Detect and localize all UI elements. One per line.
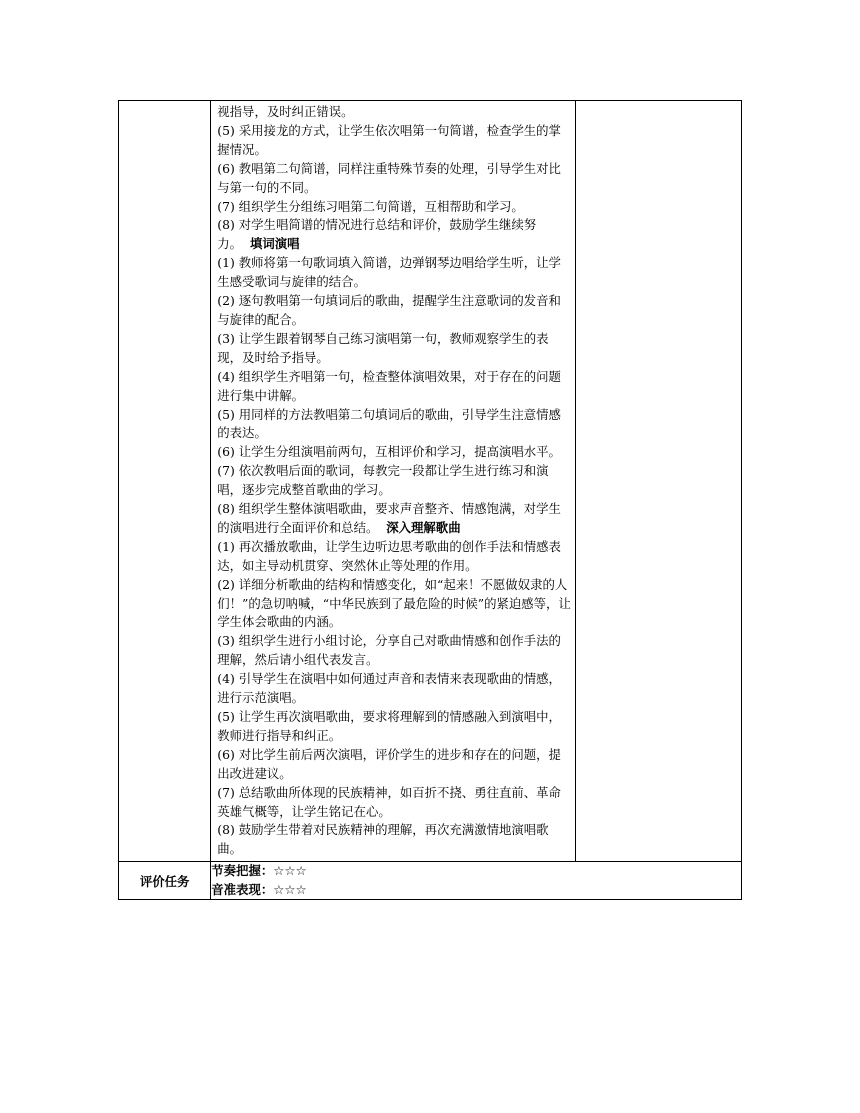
rating-stars: ☆☆☆ bbox=[273, 881, 307, 897]
paragraph: (6) 对比学生前后两次演唱，评价学生的进步和存在的问题，提出改进建议。 bbox=[217, 746, 561, 781]
rating-stars: ☆☆☆ bbox=[273, 863, 307, 879]
process-row bbox=[119, 101, 742, 862]
paragraph: (4) 组织学生齐唱第一句，检查整体演唱效果，对于存在的问题进行集中讲解。 bbox=[217, 368, 561, 403]
paragraph bbox=[217, 216, 571, 254]
paragraph: (7) 组织学生分组练习唱第二句简谱，互相帮助和学习。 bbox=[217, 198, 524, 214]
paragraph-text: (8) 组织学生整体演唱歌曲，要求声音整齐、情感饱满，对学生的演唱进行全面评价和总结。 bbox=[217, 501, 561, 535]
paragraph: (5) 采用接龙的方式，让学生依次唱第一句简谱，检查学生的掌握情况。 bbox=[217, 122, 561, 157]
evaluation-item bbox=[211, 862, 741, 881]
paragraph: 视指导，及时纠正错误。 bbox=[217, 104, 354, 119]
paragraph: (5) 用同样的方法教唱第二句填词后的歌曲，引导学生注意情感的表达。 bbox=[217, 406, 561, 441]
process-label-cell bbox=[119, 101, 211, 862]
paragraph bbox=[217, 500, 571, 538]
paragraph-text: (8) 对学生唱简谱的情况进行总结和评价，鼓励学生继续努力。 bbox=[217, 217, 537, 252]
paragraph: (1) 教师将第一句歌词填入简谱，边弹钢琴边唱给学生听，让学生感受歌词与旋律的结合。 bbox=[217, 255, 561, 290]
evaluation-row bbox=[119, 862, 742, 900]
paragraph: (6) 让学生分组演唱前两句，互相评价和学习，提高演唱水平。 bbox=[217, 444, 561, 460]
paragraph: (5) 让学生再次演唱歌曲，要求将理解到的情感融入到演唱中，教师进行指导和纠正。 bbox=[217, 709, 561, 743]
evaluation-item-label: 节奏把握： bbox=[211, 863, 274, 879]
paragraph: (7) 总结歌曲所体现的民族精神，如百折不挠、勇往直前、革命英雄气概等，让学生铭记在心。 bbox=[217, 784, 561, 819]
evaluation-content bbox=[211, 862, 742, 900]
lesson-plan-table bbox=[118, 100, 742, 900]
evaluation-item-label: 音准表现： bbox=[211, 881, 274, 897]
paragraph: (3) 组织学生进行小组讨论，分享自己对歌曲情感和创作手法的理解，然后请小组代表发言。 bbox=[217, 633, 561, 668]
paragraph: (2) 详细分析歌曲的结构和情感变化，如“起来！不愿做奴隶的人们！”的急切呐喊，“中华民族到了最危险的时候”的紧迫感等，让学生体会歌曲的内涵。 bbox=[217, 576, 571, 630]
paragraph: (6) 教唱第二句简谱，同样注重特殊节奏的处理，引导学生对比与第一句的不同。 bbox=[217, 160, 561, 195]
section-heading: 深入理解歌曲 bbox=[386, 519, 461, 535]
notes-cell bbox=[576, 101, 742, 862]
paragraph: (4) 引导学生在演唱中如何通过声音和表情来表现歌曲的情感，进行示范演唱。 bbox=[217, 671, 561, 706]
paragraph: (8) 鼓励学生带着对民族精神的理解，再次充满激情地演唱歌曲。 bbox=[217, 822, 549, 857]
process-content bbox=[211, 101, 575, 861]
evaluation-label: 评价任务 bbox=[119, 862, 211, 900]
section-heading: 填词演唱 bbox=[249, 236, 300, 252]
paragraph: (3) 让学生跟着钢琴自己练习演唱第一句，教师观察学生的表现，及时给予指导。 bbox=[217, 330, 549, 365]
evaluation-item bbox=[211, 881, 741, 900]
paragraph: (1) 再次播放歌曲，让学生边听边思考歌曲的创作手法和情感表达，如主导动机贯穿、突然休止等处理的作用。 bbox=[217, 538, 561, 573]
paragraph: (7) 依次教唱后面的歌词，每教完一段都让学生进行练习和演唱，逐步完成整首歌曲的学习。 bbox=[217, 463, 549, 498]
paragraph: (2) 逐句教唱第一句填词后的歌曲，提醒学生注意歌词的发音和与旋律的配合。 bbox=[217, 293, 561, 327]
process-content-cell bbox=[211, 101, 576, 862]
